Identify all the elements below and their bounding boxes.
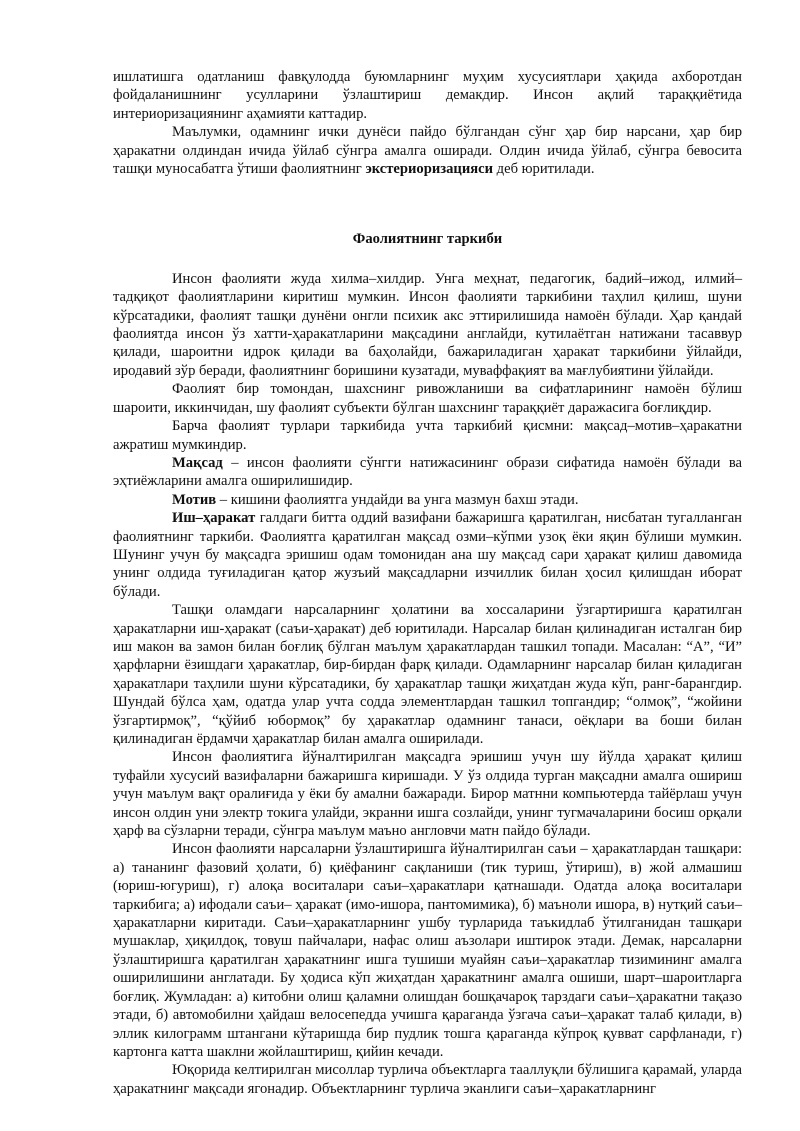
body-paragraph-goal [113, 454, 742, 491]
definition-action: галдаги битта оддий вазифани бажаришга қаратилган, нисбатан тугалланган фаолиятнинг таркиби. Фаолиятга қаратилган мақсад озми–кўпми узоқ ёки яқин бўлиши мумкин. Шунинг учун бу мақсадга эришиш одам томонидан ана шу мақсад сари ҳаракат қилиш давомида унинг олдида туғиладиган қатор жузъий мақсадларни изчиллик билан ҳосил қилишдан иборат бўлади. [113, 510, 742, 600]
body-paragraph-3: Барча фаолият турлари таркибида учта таркибий қисмни: мақсад–мотив–ҳаракатни ажратиш мумкиндир. [113, 418, 742, 453]
intro-p2-bold-term: экстериоризацияси [365, 161, 494, 178]
body-paragraph-9: Инсон фаолияти нарсаларни ўзлаштиришга йўналтирилган саъи – ҳаракатлардан ташқари: а) тананинг фазовий ҳолати, б) қиёфанинг сақланиши (тик туриш, ўтириш), в) жой алмашиш (юриш-югуриш), г) алоқа воситалари саъи–ҳаракатлари қатнашади. Одатда алоқа воситалари таркибига; а) ифодали саъи– ҳаракат (имо-ишора, пантомимика), б) маъноли ишора, в) нутқий саъи– ҳаракатларни киритади. Саъи–ҳаракатларнинг ушбу турларида таъкидлаб ўтилганидан ташқари мушаклар, ҳиқилдоқ, товуш пайчалари, нафас олиш аъзолари иштирок этади. Демак, нарсаларни ўзлаштиришга қаратилган ҳаракатнинг ишга тушиши муайян саъи–ҳаракатлар тизимининг амалга оширилишини англатади. Бу ҳодиса кўп жиҳатдан ҳаракатнинг амалга ошиши, шарт–шароитларга боғлиқ. Жумладан: а) китобни олиш қаламни олишдан бошқачароқ тарздаги саъи–ҳаракатни тақазо этади, б) автомобилни ҳайдаш велосепедда учишга қараганда ўзгача саъи–ҳаракат талаб қилади, в) эллик килограмм штангани кўтаришда бир пудлик тошга қараганда кўпроқ қувват сарфланади, г) картонга катта шаклни жойлаштириш, қийин кечади. [113, 841, 742, 1060]
definition-goal: – инсон фаолияти сўнгги натижасининг образи сифатида намоён бўлади ва эҳтиёжларини амалга оширилишидир. [113, 454, 742, 490]
body-paragraph-2: Фаолият бир томондан, шахснинг ривожланиши ва сифатларининг намоён бўлиш шароити, иккинчидан, шу фаолият субъекти бўлган шахснинг тараққиёт даражасига боғлиқдир. [113, 381, 742, 416]
definition-motive: – кишини фаолиятга ундайди ва унга мазмун бахш этади. [216, 491, 579, 508]
intro-paragraph-1: ишлатишга одатланиш фавқулодда буюмларнинг муҳим хусусиятлари ҳақида ахборотдан фойдаланишнинг усулларини ўзлаштириш демакдир. Инсон ақлий тараққиётида интериоризациянинг аҳамияти каттадир. [113, 69, 742, 122]
body-paragraph-action [113, 509, 742, 601]
term-goal: Мақсад [172, 454, 223, 471]
intro-p2-text-start: Маълумки, одамнинг ички дунёси пайдо бўлгандан сўнг ҳар бир нарсани, ҳар бир ҳаракатни олдиндан ичида ўйлаб сўнгра амалга оширади. Олдин ичида ўйлаб, сўнгра бевосита ташқи муносабатга ўтиши фаолиятнинг [113, 124, 742, 178]
body-paragraph-7: Ташқи оламдаги нарсаларнинг ҳолатини ва хоссаларини ўзгартиришга қаратилган ҳаракатларни иш-ҳаракат (саъи-ҳаракат) деб юритилади. Нарсалар билан қилинадиган исталган бир иш макон ва замон билан боғлиқ бўлган маълум ҳаракатлардан ташкил топади. Масалан: “А”, “И” ҳарфларни ёзишдаги ҳаракатлар, бир-бирдан фарқ қилади. Одамларнинг нарсалар билан қиладиган ҳаракатлари таҳлили шуни кўрсатадики, бу ҳаракатлар ташқи жиҳатдан жуда кўп, ранг-барангдир. Шундай бўлса ҳам, одатда улар учта содда элементлардан ташкил топгандир; “олмоқ”, “жойини ўзгартирмоқ”, “қўйиб юбормоқ” бу ҳаракатлар одамнинг танаси, оёқлари ва боши билан қилинадиган ёрдамчи ҳаракатлар билан амалга оширилади. [113, 602, 742, 747]
intro-paragraph-2 [113, 123, 742, 178]
body-paragraph-motive [113, 491, 742, 509]
document-page [113, 68, 742, 1098]
term-motive: Мотив [172, 491, 217, 508]
section-title: Фаолиятнинг таркиби [352, 231, 503, 248]
body-paragraph-10: Юқорида келтирилган мисоллар турлича объектларга тааллуқли бўлишига қарамай, уларда ҳаракатнинг мақсади ягонадир. Объектларнинг турлича эканлиги саъи–ҳаракатларнинг [113, 1062, 742, 1097]
body-paragraph-8: Инсон фаолиятига йўналтирилган мақсадга эришиш учун шу йўлда ҳаракат қилиш туфайли хусусий вазифаларни бажаришга киришади. У ўз олдида турган мақсадни амалга ошириш учун маълум вақт оралиғида у ёки бу амални бажаради. Бирор матнни компьютерда тайёрлаш учун инсон олдин уни электр токига улайди, экранни ишга созлайди, унинг тугмачаларини босиш орқали ҳарф ва сўзларни теради, сўнгра маълум маъно англовчи матн пайдо бўлади. [113, 749, 742, 840]
body-paragraph-1: Инсон фаолияти жуда хилма–хилдир. Унга меҳнат, педагогик, бадий–ижод, илмий–тадқиқот фаолиятларини киритиш мумкин. Инсон фаолияти таркибини таҳлил қилиш, шуни кўрсатадики, фаолият ташқи дунёни онгли психик акс эттирилишида намоён бўлади. Ҳар қандай фаолиятда инсон ўз хатти-ҳаракатларини мақсадини англайди, кутилаётган натижани тасаввур қилади, шароитни идрок қилади ва баҳолайди, бажариладиган ҳаракат таркибини ўйлайди, иродавий зўр беради, фаолиятнинг боришини кузатади, муваффақият ва мағлубиятини ўйлайди. [113, 270, 742, 379]
term-action: Иш–ҳаракат [172, 510, 256, 527]
intro-p2-text-end: деб юритилади. [493, 161, 595, 178]
